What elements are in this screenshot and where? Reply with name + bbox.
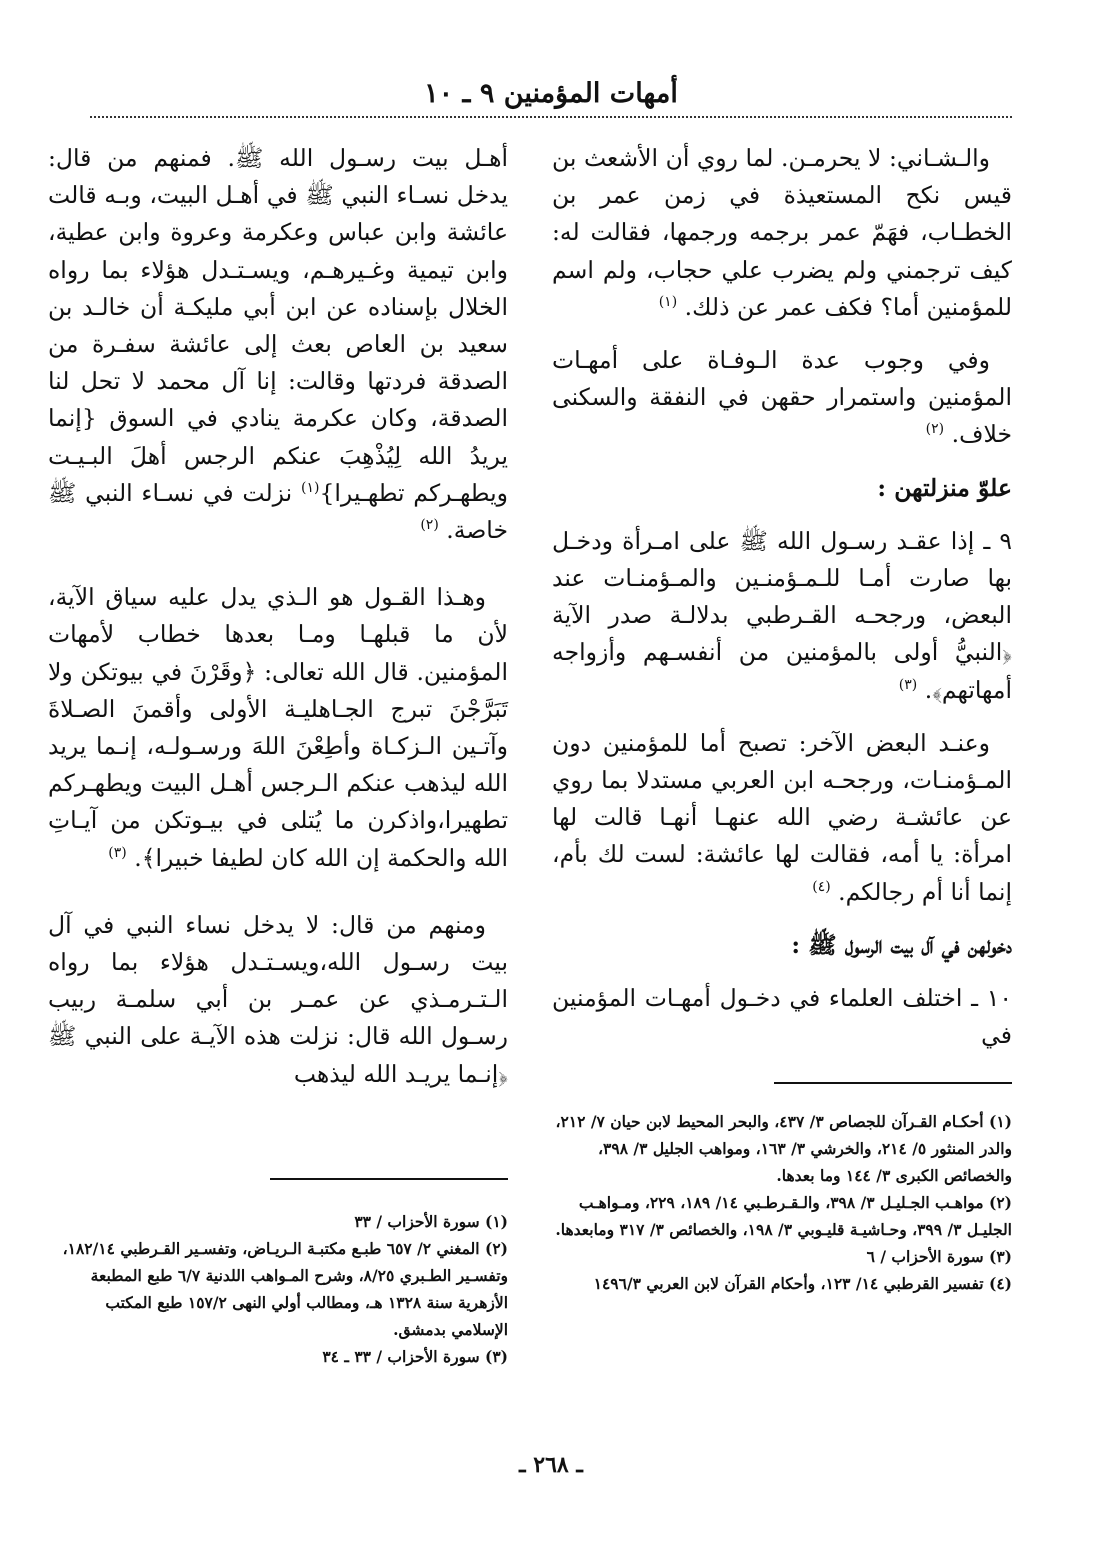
paragraph: أهـل بيت رسـول الله ﷺ. فمنهم من قال: يدخل نسـاء النبي ﷺ في أهـل البيت، وبـه قالت عائشة وابن عباس وعكرمة وعروة وابن عطية، وابن تيمية وغـيرهـم، ويسـتـدل هؤلاء بما رواه الخلال بإسناده عن ابن أبي مليكـة أن خالـد بن سعيد بن العاص بعث إلى عائشة سفـرة من الصدقة فردتها وقالت: إنا آل محمد لا تحل لنا الصدقة، وكان عكرمة ينادي في السوق {إنما يريدُ الله لِيُذْهِبَ عنكم الرجس أهلَ البـيـت ويطهـركم تطهـيرا}$^{(١)}$ نزلت في نسـاء النبي ﷺ خاصة. $^{(٢)}$ — [48, 144, 508, 545]
footnote-separator-right — [774, 1082, 1012, 1084]
footnote: (٣) سورة الأحزاب / ٣٣ ـ ٣٤ — [322, 1347, 508, 1366]
footnote: (٢) المغني ٢/ ٦٥٧ طبـع مكتبـة الـريـاض، وتفسـير القـرطبي ١٨٢/١٤، وتفسـير الطـبري ٨/٢٥، وشرح المـواهب اللدنية ٦/٧ طبع المطبعة الأزهرية سنة ١٣٢٨ هـ، ومطالب أولي النهى ١٥٧/٢ طبع المكتب الإسلامي بدمشق. — [62, 1239, 508, 1339]
footnote-ref: (١) — [658, 293, 678, 310]
paragraph: ومنهم من قال: لا يدخل نساء النبي في آل بيت رسـول الله،ويسـتـدل هؤلاء بما رواه الـتـرمـذي عن عمـر بن أبي سلمـة ربيب رسـول الله قال: نزلت هذه الآيـة على النبي ﷺ ﴿إنـما يريـد الله ليذهب — [48, 910, 508, 1088]
right-column — [552, 140, 1012, 1070]
footnote-ref: (٢) — [420, 517, 439, 534]
footnote: (٣) سورة الأحزاب / ٦ — [866, 1247, 1012, 1266]
footnote: (٢) مواهـب الجـليـل ٣/ ٣٩٨، والـقـرطـبي ١٤/ ١٨٩، ٢٢٩، ومـواهـب الجليـل ٣/ ٣٩٩، وحـاشيـة قليـوبي ٣/ ١٩٨، والخصائص ٣/ ٣١٧ ومابعدها. — [555, 1193, 1012, 1239]
section-heading: دخولهن في آل بيت الرسول ﷺ : — [791, 930, 1012, 959]
paragraph: ٩ ـ إذا عقـد رسـول الله ﷺ على امـرأة ودخـل بها صارت أمـا للـمـؤمنـين والمـؤمنـات عند البعض، ورجحـه القـرطبي بدلالـة صدر الآية ﴿النبيُّ أولى بالمؤمنين من أنفسـهم وأزواجه أمهاتهم﴾. $^{(٣)}$ — [552, 526, 1012, 704]
footnote: (٤) تفسير القرطبي ١٤/ ١٢٣، وأحكام القرآن لابن العربي ١٤٩٦/٣ — [593, 1274, 1012, 1293]
paragraph: وعنـد البعض الآخر: تصبح أما للمؤمنين دون المـؤمنـات، ورجحـه ابن العربي مستدلا بما روي عن عائشـة رضي الله عنهـا أنهـا قالت لها امرأة: يا أمه، فقالت لها عائشة: لست لك بأم، إنما أنا أم رجالكم. $^{(٤)}$ — [552, 728, 1012, 906]
footnote-ref: (٢) — [925, 421, 945, 438]
header-dotted-rule — [90, 116, 1012, 118]
page-number: ـ ٢٦٨ ـ — [519, 1452, 583, 1478]
footnote-ref: (٤) — [812, 878, 831, 895]
paragraph: وهـذا القـول هو الـذي يدل عليه سياق الآية، لأن ما قبلهـا ومـا بعدها خطاب لأمهات المؤمنين. قال الله تعالى: ﴿وقَرْنَ في بيوتكن ولا تَبَرَّجْنَ تبرج الجـاهليـة الأولى وأقمنَ الصـلاةَ وآتـين الـزكـاة وأطِعْنَ اللهَ ورسـولـه، إنـما يريد الله ليذهب عنكم الـرجس أهـل البيت ويطهـركم تطهيرا،واذكرن ما يُتلى في بيـوتكن من آيـاتِ الله والحكمة إن الله كان لطيفا خبيرا﴾. $^{(٣)}$ — [48, 583, 508, 872]
footnote-ref: (٣) — [108, 844, 127, 861]
section-heading: علوّ منزلتهن : — [877, 473, 1012, 502]
running-header: أمهات المؤمنين ٩ ـ ١٠ — [424, 78, 678, 109]
paragraph: وفي وجوب عدة الـوفـاة على أمهـات المؤمنين واستمرار حقهن في النفقة والسكنى خلاف. $^{(٢)}$ — [552, 346, 1012, 449]
left-column — [48, 140, 508, 1109]
footnote-ref: (١) — [300, 480, 320, 496]
footnote: (١) أحكـام القـرآن للجصاص ٣/ ٤٣٧، والبحر المحيط لابن حيان ٧/ ٢١٢، والدر المنثور ٥/ ٢١٤، والخرشي ٣/ ١٦٣، ومواهب الجليل ٣/ ٣٩٨، والخصائص الكبرى ٣/ ١٤٤ وما بعدها. — [555, 1112, 1012, 1185]
footnote-ref: (٣) — [898, 676, 918, 693]
footnotes-left — [48, 1208, 508, 1370]
footnote: (١) سورة الأحزاب / ٣٣ — [354, 1212, 508, 1231]
footnotes-right — [552, 1108, 1012, 1297]
footnote-separator-left — [270, 1178, 508, 1180]
paragraph: والـشـاني: لا يحرمـن. لما روي أن الأشعث بن قيس نكح المستعيذة في زمن عمر بن الخطـاب، فهَمّ عمر برجمه ورجمها، فقالت له: كيف ترجمني ولم يضرب علي حجاب، ولم اسم للمؤمنين أما؟ فكف عمر عن ذلك. $^{(١)}$ — [552, 144, 1012, 321]
paragraph: ١٠ ـ اختلف العلماء في دخـول أمهـات المؤمنين في — [552, 984, 1012, 1050]
